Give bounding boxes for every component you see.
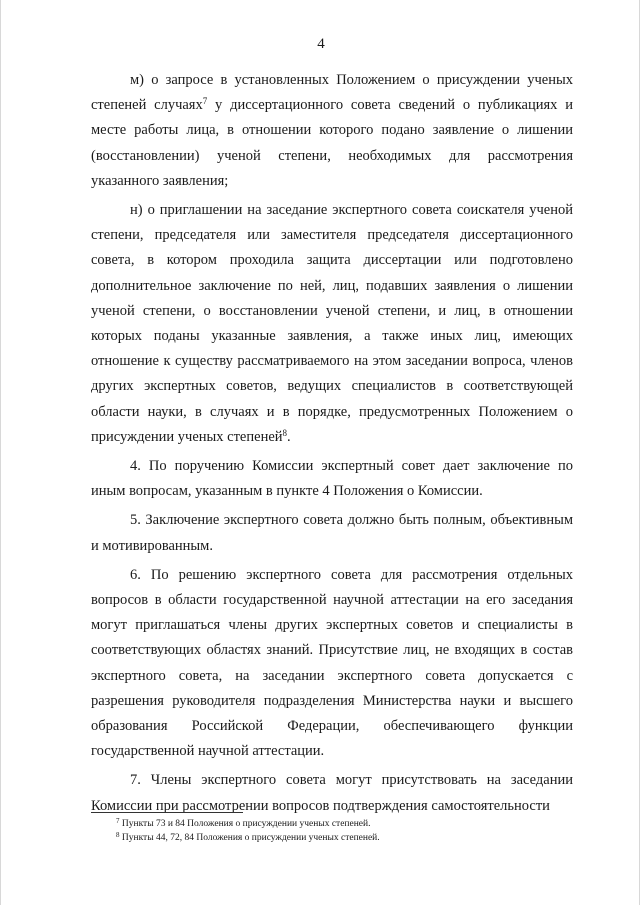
paragraph-m: м) о запросе в установленных Положением о присуждении ученых степеней случаях$^7$ у диссертационного совета сведений о публикациях и месте работы лица, в отношении которого подано заявление о лишении (восстановлении) ученой степени, необходимых для рассмотрения указанного заявления; <box>91 72 573 189</box>
footnotes <box>116 818 556 845</box>
footnote-ref-7: 7 <box>202 96 208 107</box>
paragraph-7: 7. Члены экспертного совета могут присутствовать на заседании Комиссии при рассмотрении вопросов подтверждения самостоятельности <box>91 772 573 814</box>
footnote-7: $^7$ Пункты 73 и 84 Положения о присуждении ученых степеней. <box>116 817 371 829</box>
footnote-ref-8: 8 <box>282 427 288 438</box>
paragraph-6: 6. По решению экспертного совета для рассмотрения отдельных вопросов в области государственной научной аттестации на его заседания могут приглашаться члены других экспертных советов и специалисты в соответствующих областях знаний. Присутствие лиц, не входящих в состав экспертного совета, на заседании экспертного совета допускается с разрешения руководителя подразделения Министерства науки и высшего образования Российской Федерации, обеспечивающего функции государственной научной аттестации. <box>91 566 573 760</box>
paragraph-n: н) о приглашении на заседание экспертного совета соискателя ученой степени, председателя или заместителя председателя диссертационного совета, в котором проходила защита диссертации или подготовлено дополнительное заключение по ней, лиц, подавших заявления о лишении ученой степени, о восстановлении ученой степени, и лиц, в отношении которых поданы указанные заявления, а также иных лиц, имеющих отношение к существу рассматриваемого на этом заседании вопроса, членов других экспертных советов, ведущих специалистов в соответствующей области науки, в случаях и в порядке, предусмотренных Положением о присуждении ученых степеней$^8$. <box>91 202 573 445</box>
page-number: 4 <box>317 36 325 52</box>
paragraph-4: 4. По поручению Комиссии экспертный совет дает заключение по иным вопросам, указанным в пункте 4 Положения о Комиссии. <box>91 458 573 500</box>
footnote-divider <box>91 812 243 813</box>
footnote-8: $^8$ Пункты 44, 72, 84 Положения о присуждении ученых степеней. <box>116 830 380 843</box>
paragraph-5: 5. Заключение экспертного совета должно быть полным, объективным и мотивированным. <box>91 512 573 554</box>
document-body <box>91 68 573 819</box>
